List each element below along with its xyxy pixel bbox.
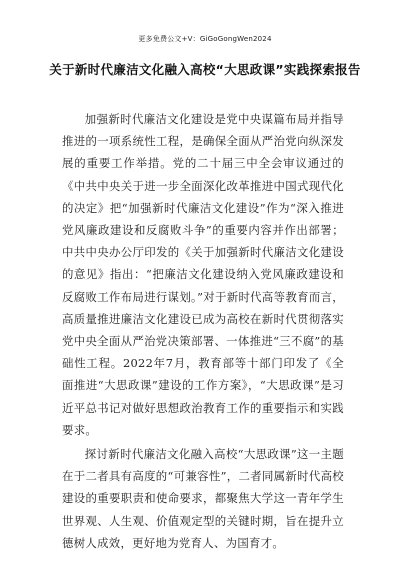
paragraph-1: 加强新时代廉洁文化建设是党中央谋篇布局并指导推进的一项系统性工程，是确保全面从严治党向纵深发展的重要工作举措。党的二十届三中全会审议通过的《中共中央关于进一步全面深化改革推进中国式现代化的决定》把“加强新时代廉洁文化建设”作为“深入推进党风廉政建设和反腐败斗争”的重要内容并作出部署；中共中央办公厅印发的《关于加强新时代廉洁文化建设的意见》指出：“把廉洁文化建设纳入党风廉政建设和反腐败工作布局进行谋划。”对于新时代高等教育而言，高质量推进廉洁文化建设已成为高校在新时代贯彻落实党中央全面从严治党决策部署、一体推进“三不腐”的基础性工程。2022年7月，教育部等十部门印发了《全面推进“大思政课”建设的工作方案》，“大思政课”是习近平总书记对做好思想政治教育工作的重要指示和实践要求。 [62,112,344,437]
paragraph-2: 探讨新时代廉洁文化融入高校“大思政课”这一主题在于二者具有高度的“可兼容性”，二者同属新时代高校建设的重要职责和使命要求，都聚焦大学这一青年学生世界观、人生观、价值观定型的关键时期，旨在提升立德树人成效，更好地为党育人、为国育才。 [62,447,344,550]
header-note: 更多免费公文+V：GiGoGongWen2024 [138,35,272,43]
document-body [62,108,344,556]
document-title: 关于新时代廉洁文化融入高校“大思政课”实践探索报告 [49,62,361,77]
